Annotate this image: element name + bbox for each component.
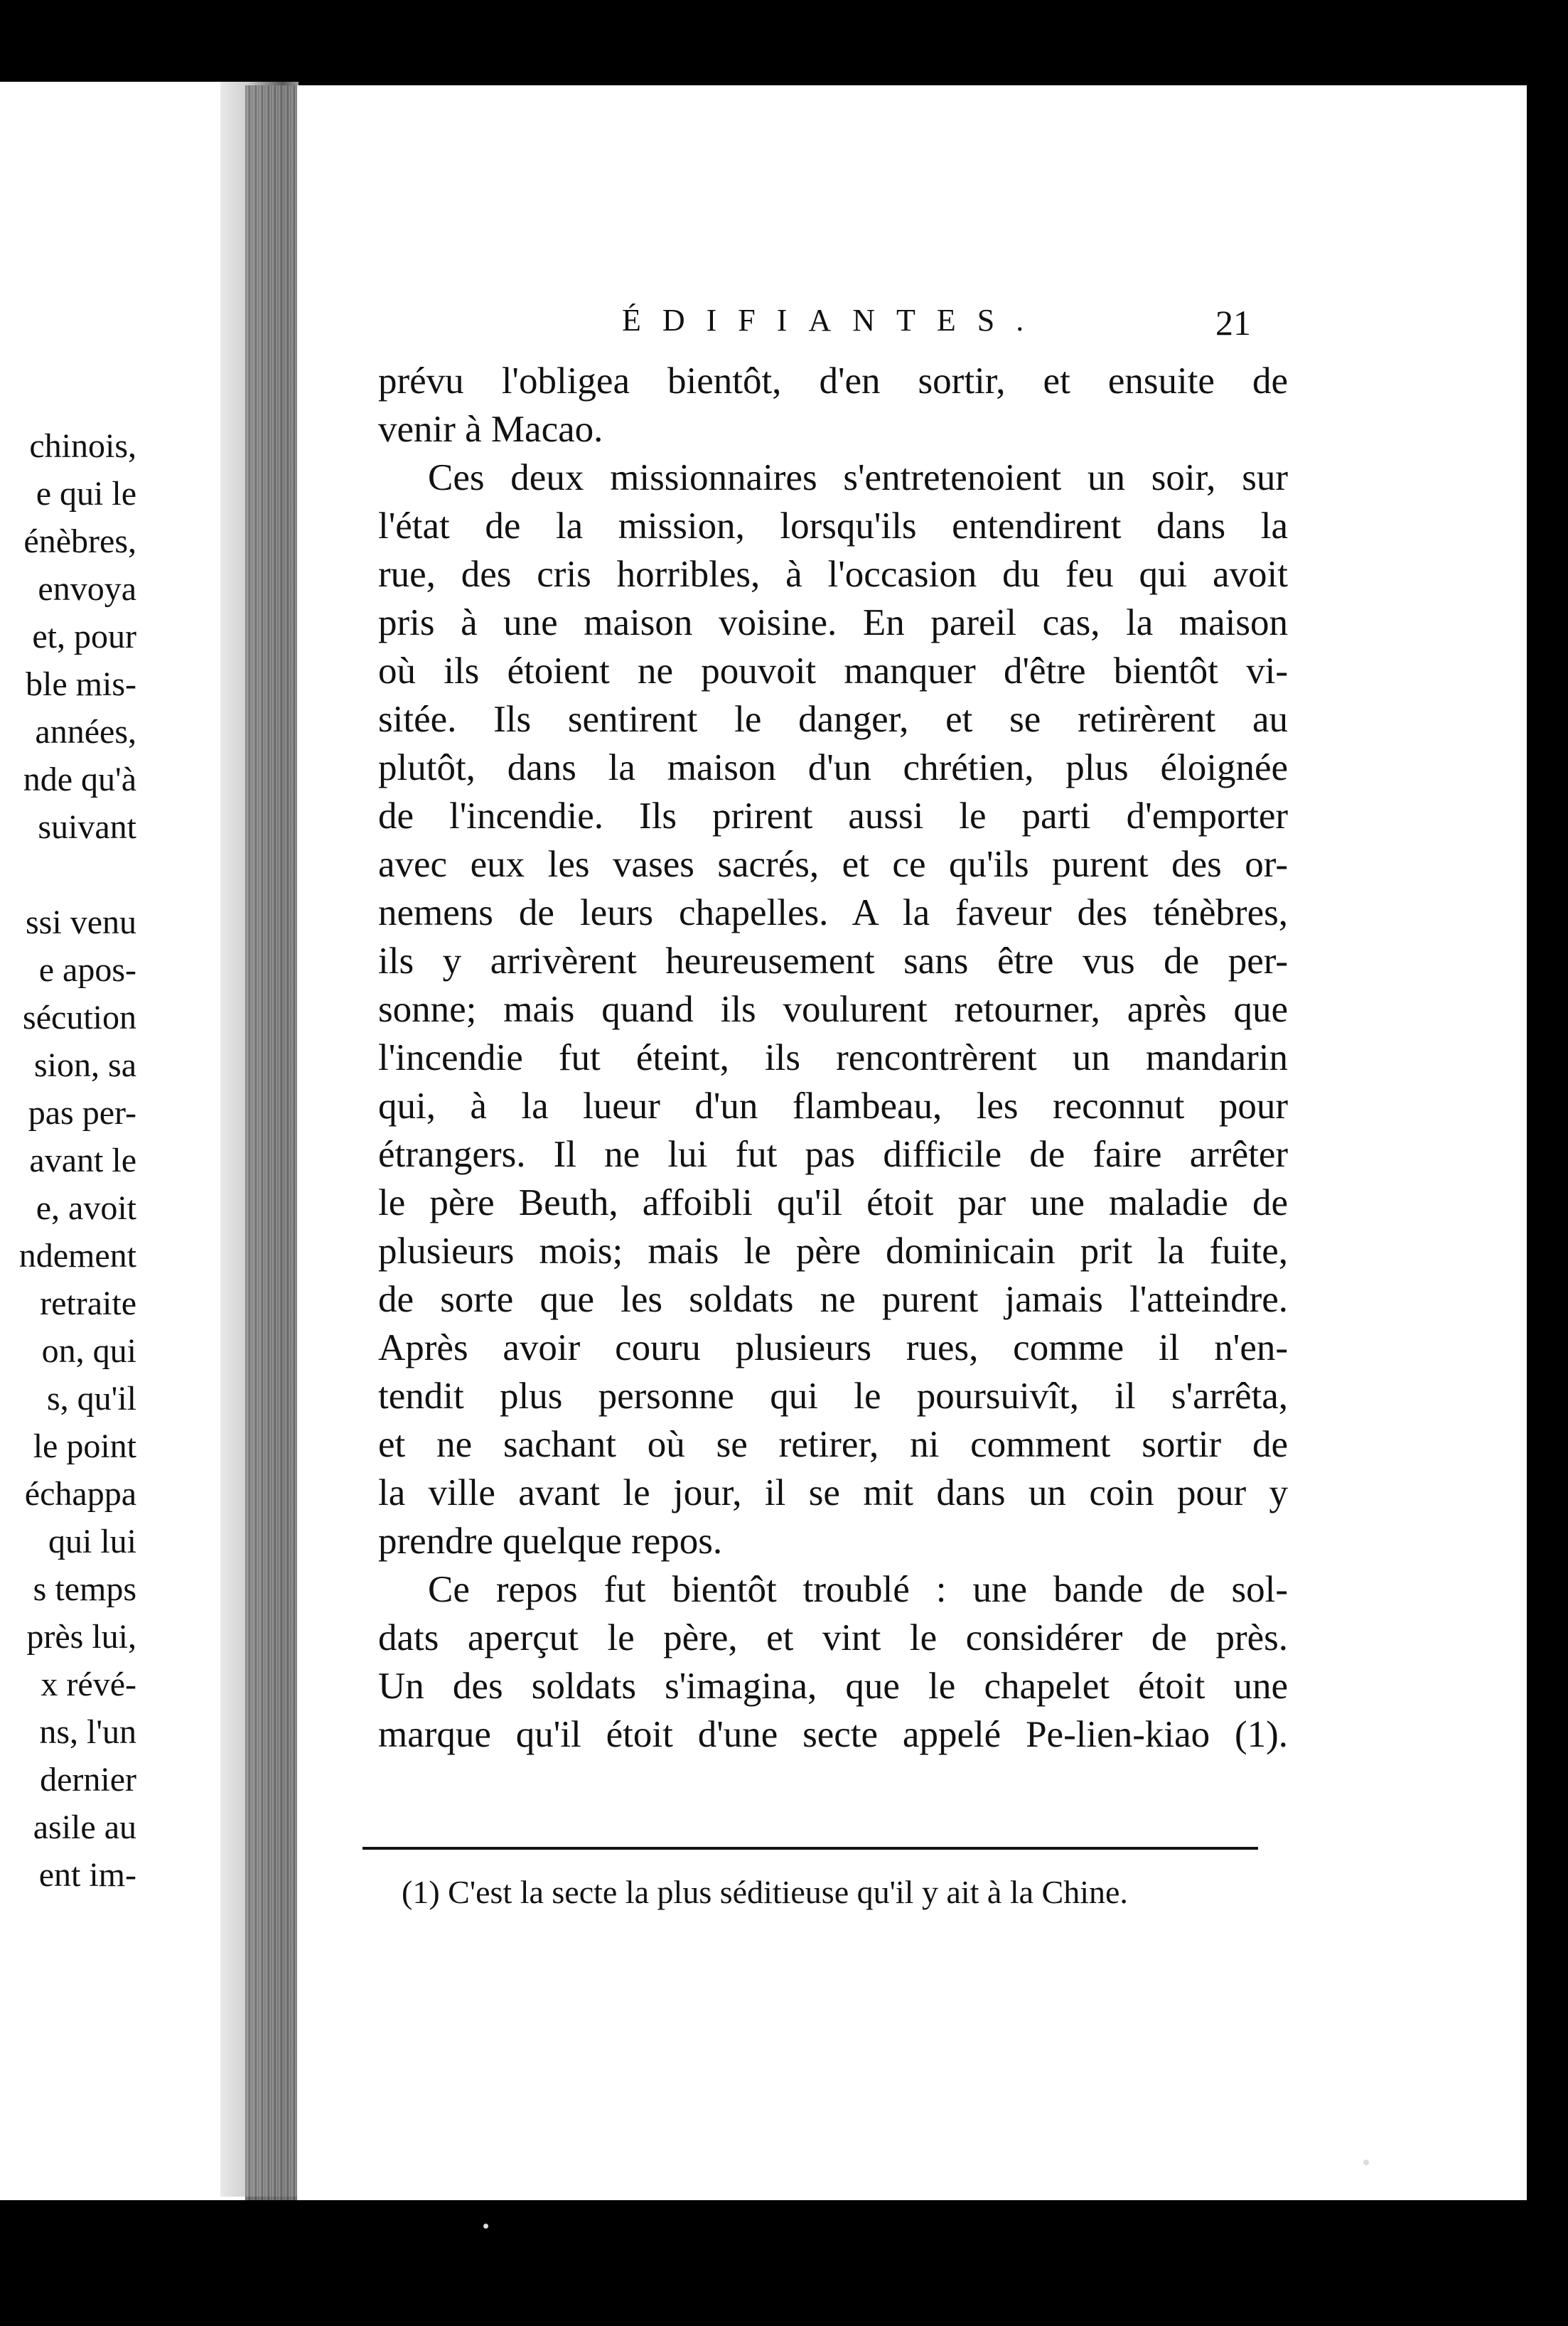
left-line: s, qu'il	[47, 1380, 136, 1417]
left-line: retraite	[40, 1285, 136, 1322]
left-line: sécution	[23, 999, 136, 1036]
left-line: et, pour	[32, 618, 136, 655]
body-line: prévu l'obligea bientôt, d'en sortir, et ensuite de	[378, 360, 1288, 402]
page-edge-shadow	[245, 85, 302, 2200]
body-line: l'état de la mission, lorsqu'ils entendirent dans la	[378, 505, 1288, 547]
body-line: plusieurs mois; mais le père dominicain prit la fuite,	[378, 1231, 1288, 1272]
left-line: qui lui	[48, 1523, 136, 1560]
body-line: Ce repos fut bientôt troublé : une bande de sol-	[428, 1569, 1288, 1610]
left-line: le point	[33, 1427, 136, 1465]
body-line: sonne; mais quand ils voulurent retourner, après que	[378, 989, 1288, 1030]
dust-speck	[1363, 2160, 1369, 2165]
body-line: dats aperçut le père, et vint le considérer de près.	[378, 1617, 1288, 1658]
left-line: années,	[35, 713, 136, 751]
body-line: rue, des cris horribles, à l'occasion du feu qui avoit	[378, 554, 1288, 595]
left-line: chinois,	[29, 427, 136, 465]
body-line: étrangers. Il ne lui fut pas difficile de faire arrêter	[378, 1134, 1288, 1175]
left-line: e apos-	[38, 951, 136, 989]
left-line: ble mis-	[26, 665, 136, 703]
body-line: plutôt, dans la maison d'un chrétien, plus éloignée	[378, 747, 1288, 788]
left-line: avant le	[29, 1142, 136, 1179]
left-line: asile au	[33, 1808, 136, 1846]
footnote: (1) C'est la secte la plus séditieuse qu'il y ait à la Chine.	[402, 1874, 1128, 1910]
left-line: nde qu'à	[23, 761, 136, 798]
left-line: ns, l'un	[39, 1713, 136, 1751]
body-line: de l'incendie. Ils prirent aussi le parti d'emporter	[378, 795, 1288, 837]
body-line: et ne sachant où se retirer, ni comment sortir de	[378, 1424, 1288, 1465]
body-line: Un des soldats s'imagina, que le chapelet étoit une	[378, 1666, 1288, 1707]
left-line: dernier	[40, 1761, 136, 1799]
left-line: pas per-	[28, 1094, 136, 1132]
body-line: de sorte que les soldats ne purent jamais l'atteindre.	[378, 1279, 1288, 1320]
left-line: près lui,	[26, 1618, 136, 1656]
body-line: tendit plus personne qui le poursuivît, il s'arrêta,	[378, 1376, 1288, 1417]
left-line: on, qui	[41, 1332, 136, 1370]
body-line: où ils étoient ne pouvoit manquer d'être bientôt vi-	[378, 650, 1288, 692]
body-line: Ces deux missionnaires s'entretenoient un soir, sur	[428, 457, 1288, 498]
left-line: e, avoit	[36, 1189, 136, 1227]
left-page	[0, 82, 245, 2200]
dust-speck	[483, 2224, 488, 2229]
body-line: sitée. Ils sentirent le danger, et se retirèrent au	[378, 699, 1288, 740]
footnote-rule	[363, 1847, 1258, 1850]
body-line: marque qu'il étoit d'une secte appelé Pe-lien-kiao (1).	[378, 1714, 1288, 1755]
body-line: avec eux les vases sacrés, et ce qu'ils purent des or-	[378, 844, 1288, 885]
body-line: l'incendie fut éteint, ils rencontrèrent un mandarin	[378, 1037, 1288, 1078]
running-head: ÉDIFIANTES.	[622, 303, 1046, 338]
left-line: énèbres,	[23, 522, 136, 560]
left-line: envoya	[38, 570, 136, 608]
left-line: e qui le	[36, 475, 136, 513]
left-line: ent im-	[38, 1856, 136, 1894]
body-line: pris à une maison voisine. En pareil cas, la maison	[378, 602, 1288, 643]
left-line: x révé-	[41, 1666, 136, 1703]
page-number: 21	[1215, 303, 1251, 343]
body-line: ils y arrivèrent heureusement sans être vus de per-	[378, 940, 1288, 982]
left-line: s temps	[33, 1570, 136, 1608]
body-line: qui, à la lueur d'un flambeau, les reconnut pour	[378, 1086, 1288, 1127]
left-line: sion, sa	[34, 1046, 136, 1084]
body-line: nemens de leurs chapelles. A la faveur des ténèbres,	[378, 892, 1288, 933]
left-line: échappa	[24, 1475, 136, 1513]
body-line: la ville avant le jour, il se mit dans un coin pour y	[378, 1472, 1288, 1513]
left-line: suivant	[38, 808, 136, 846]
body-line: Après avoir couru plusieurs rues, comme il n'en-	[378, 1327, 1288, 1368]
left-line: ssi venu	[26, 904, 136, 941]
body-line: prendre quelque repos.	[378, 1521, 723, 1562]
body-line: le père Beuth, affoibli qu'il étoit par une maladie de	[378, 1182, 1288, 1223]
left-line: ndement	[18, 1237, 136, 1275]
body-line: venir à Macao.	[378, 409, 603, 450]
